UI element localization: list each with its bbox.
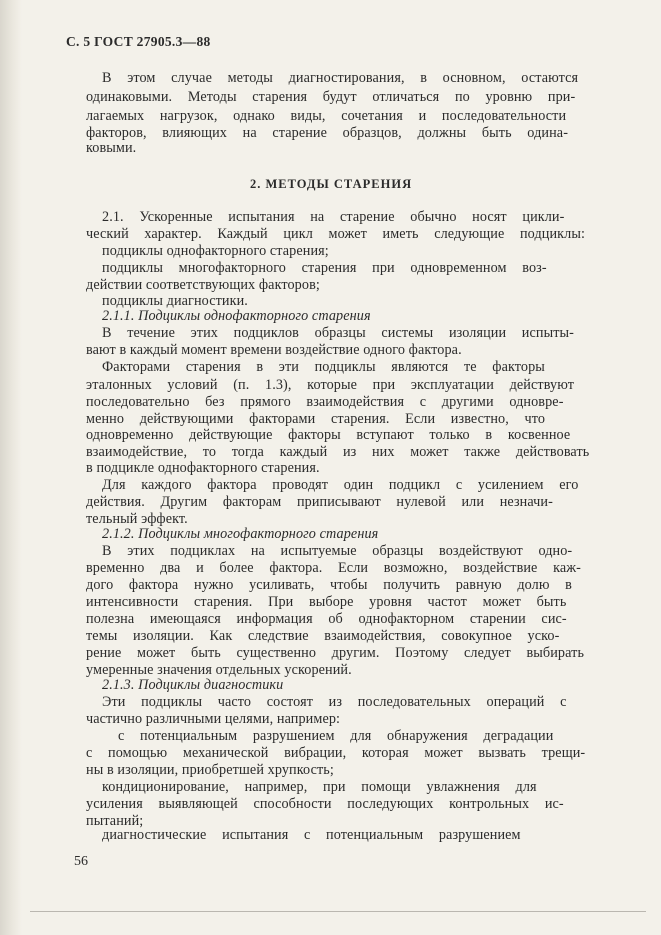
text-line: факторов, влияющих на старение образцов, должны быть одина- xyxy=(86,125,569,141)
text-line: временно два и более фактора. Если возможно, воздействие каж- xyxy=(86,560,582,576)
section-title: 2. МЕТОДЫ СТАРЕНИЯ xyxy=(250,177,413,191)
text-line: в подцикле однофакторного старения. xyxy=(86,460,320,476)
text-line: усиления выявляющей способности последующих контрольных ис- xyxy=(86,796,564,812)
text-line: подциклы многофакторного старения при одновременном воз- xyxy=(102,260,547,276)
text-line: вают в каждый момент времени воздействие одного фактора. xyxy=(86,342,462,358)
text-line: интенсивности старения. При выборе уровня частот может быть xyxy=(86,594,567,610)
text-line: с потенциальным разрушением для обнаружения деградации xyxy=(118,728,554,744)
page-binding-edge xyxy=(0,0,22,935)
text-line: эталонных условий (п. 1.3), которые при эксплуатации действуют xyxy=(86,377,575,393)
text-line: В течение этих подциклов образцы системы изоляции испыты- xyxy=(102,325,574,341)
text-line: лагаемых нагрузок, однако виды, сочетания и последовательности xyxy=(86,108,567,124)
text-line: ковыми. xyxy=(86,140,137,156)
text-line: ны в изоляции, приобретшей хрупкость; xyxy=(86,762,334,778)
text-line: последовательно без прямого взаимодействия с другими одновре- xyxy=(86,394,564,410)
subsection-heading: 2.1.1. Подциклы однофакторного старения xyxy=(102,308,371,324)
text-line: подциклы диагностики. xyxy=(102,293,248,309)
text-line: диагностические испытания с потенциальным разрушением xyxy=(102,827,521,843)
text-line: Эти подциклы часто состоят из последовательных операций с xyxy=(102,694,567,710)
text-line: взаимодействие, то тогда каждый из них может также действовать xyxy=(86,444,590,460)
text-line: подциклы однофакторного старения; xyxy=(102,243,329,259)
text-line: В этих подциклах на испытуемые образцы воздействуют одно- xyxy=(102,543,573,559)
subsection-heading: 2.1.3. Подциклы диагностики xyxy=(102,677,284,693)
text-line: частично различными целями, например: xyxy=(86,711,341,727)
text-line: пытаний; xyxy=(86,813,144,829)
text-line: В этом случае методы диагностирования, в основном, остаются xyxy=(102,70,579,86)
text-line: действии соответствующих факторов; xyxy=(86,277,320,293)
text-line: умеренные значения отдельных ускорений. xyxy=(86,662,352,678)
subsection-heading: 2.1.2. Подциклы многофакторного старения xyxy=(102,526,379,542)
text-line: одновременно действующие факторы вступают только в косвенное xyxy=(86,427,571,443)
text-line: 2.1. Ускоренные испытания на старение обычно носят цикли- xyxy=(102,209,565,225)
bottom-rule xyxy=(30,911,646,912)
page-number: 56 xyxy=(74,854,88,869)
text-line: тельный эффект. xyxy=(86,511,188,527)
text-line: полезна имеющаяся информация об однофакторном старении сис- xyxy=(86,611,567,627)
text-line: менно действующими факторами старения. Если известно, что xyxy=(86,411,546,427)
text-line: кондиционирование, например, при помощи увлажнения для xyxy=(102,779,537,795)
text-line: действия. Другим факторам приписывают нулевой или незначи- xyxy=(86,494,553,510)
text-line: Для каждого фактора проводят один подцикл с усилением его xyxy=(102,477,579,493)
text-line: ческий характер. Каждый цикл может иметь следующие подциклы: xyxy=(86,226,586,242)
text-line: с помощью механической вибрации, которая может вызвать трещи- xyxy=(86,745,586,761)
text-line: дого фактора нужно усиливать, чтобы получить равную долю в xyxy=(86,577,572,593)
page-header: С. 5 ГОСТ 27905.3—88 xyxy=(66,34,211,49)
text-line: одинаковыми. Методы старения будут отличаться по уровню при- xyxy=(86,89,576,105)
text-line: рение может быть существенно другим. Поэтому следует выбирать xyxy=(86,645,585,661)
text-line: Факторами старения в эти подциклы являются те факторы xyxy=(102,359,545,375)
text-line: темы изоляции. Как следствие взаимодействия, совокупное уско- xyxy=(86,628,560,644)
